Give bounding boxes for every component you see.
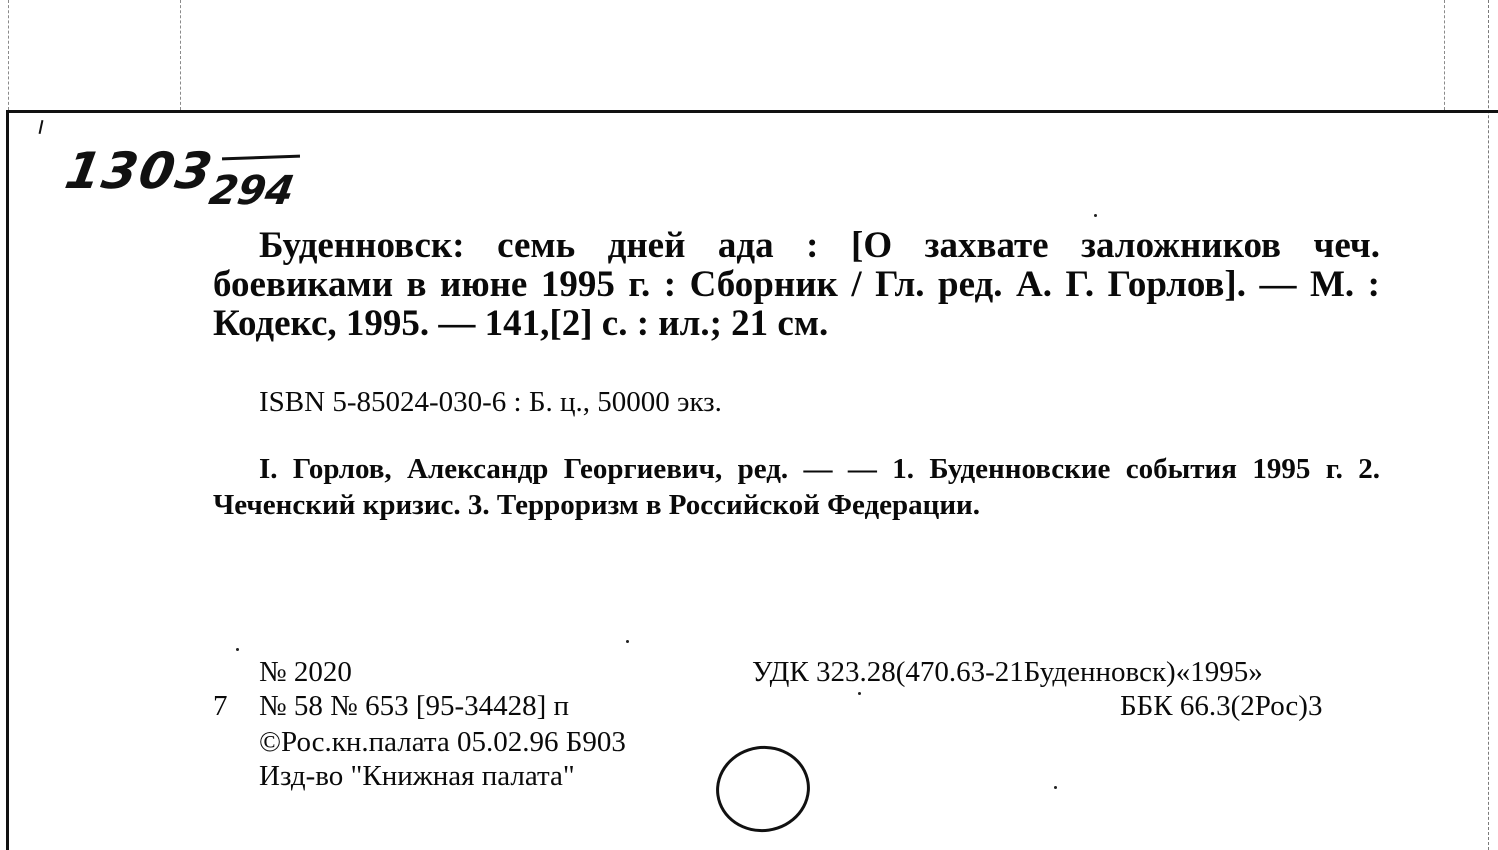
handwritten-call-number-suffix: 294 xyxy=(205,168,298,214)
scan-speck xyxy=(1054,786,1057,789)
left-digit: 7 xyxy=(213,690,228,722)
card-number: № 2020 xyxy=(259,656,352,688)
bbk-classification: ББК 66.3(2Рос)3 xyxy=(1120,690,1323,722)
bibliographic-entry: Буденновск: семь дней ада : [О захвате заложников чеч. боевиками в июне 1995 г. : Сборник / Гл. ред. А. Г. Горлов]. — М. : Кодекс, 1995. — 141,[2] с. : ил.; 21 см. xyxy=(213,225,1380,344)
scan-speck xyxy=(236,648,239,651)
registry-numbers: № 58 № 653 [95-34428] п xyxy=(259,690,570,722)
scan-fold-line-right xyxy=(1444,0,1445,110)
scan-fold-line-left xyxy=(8,0,9,110)
isbn-line: ISBN 5-85024-030-6 : Б. ц., 50000 экз. xyxy=(259,386,722,418)
scan-speck xyxy=(626,640,629,643)
subject-tracings: I. Горлов, Александр Георгиевич, ред. — — 1. Буденновские события 1995 г. 2. Чеченский кризис. 3. Терроризм в Российской Федерации. xyxy=(213,453,1380,521)
publisher-line: Изд-во "Книжная палата" xyxy=(259,760,575,792)
handwritten-call-number: 1303 xyxy=(60,142,219,200)
udk-classification: УДК 323.28(470.63-21Буденновск)«1995» xyxy=(752,656,1263,688)
scan-speck xyxy=(858,692,861,695)
scan-fold-line-center-left xyxy=(180,0,181,110)
scan-speck xyxy=(1094,214,1097,217)
copyright-line: ©Рос.кн.палата 05.02.96 Б903 xyxy=(259,726,626,758)
